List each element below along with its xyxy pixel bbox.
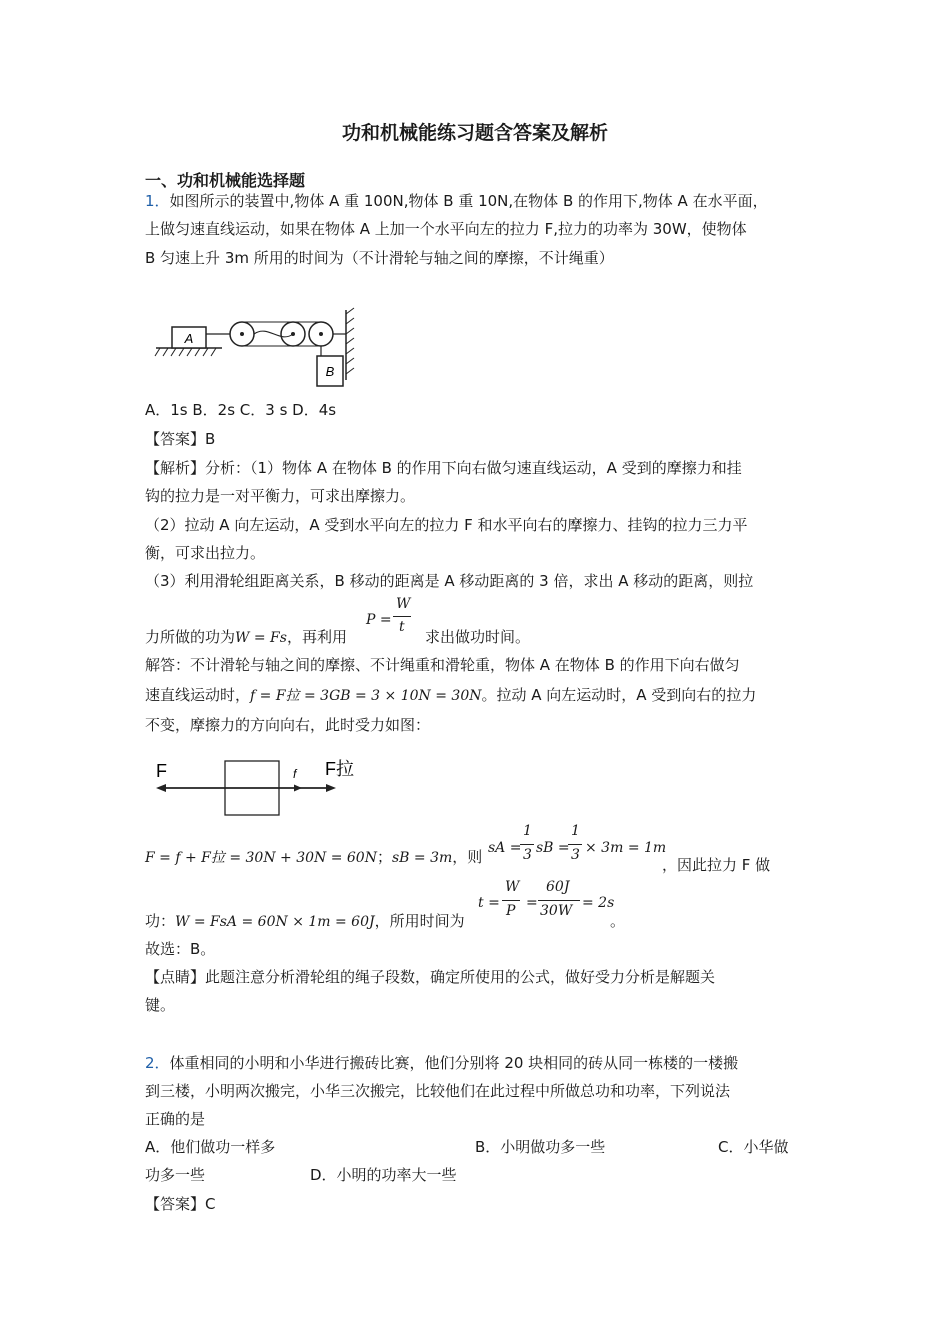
q2-line-2: 到三楼，小明两次搬完，小华三次搬完，比较他们在此过程中所做总功和功率，下列说法 <box>145 1082 731 1100</box>
time-frac2-num: 60J <box>546 879 570 895</box>
friction-formula: f = F拉 = 3GB = 3 × 10N = 30N <box>250 688 482 704</box>
q1-options: A．1s B．2s C．3 s D．4s <box>145 401 337 419</box>
q2-option-c-cont: 功多一些 <box>145 1166 206 1184</box>
work-value-formula: W = FsA = 60N × 1m = 60J <box>175 914 375 930</box>
work-formula: W = Fs <box>235 630 287 646</box>
distance-a-frac1-bar <box>520 844 534 845</box>
power-formula-lhs: P = <box>366 612 392 628</box>
q1-answer: 【答案】B <box>145 430 216 448</box>
arrow-left-icon <box>156 784 166 792</box>
distance-a-middle: sB = <box>536 840 570 856</box>
distance-a-frac2-den: 3 <box>571 847 580 863</box>
q1-analysis-6: 力所做的功为W = Fs，再利用 求出做功时间。 <box>145 628 530 646</box>
time-frac2-bar <box>538 900 580 901</box>
time-result: = 2s <box>582 895 615 911</box>
q1-number: 1． <box>145 192 170 210</box>
friction-label: f <box>293 767 297 781</box>
q1-analysis-4: 衡，可求出拉力。 <box>145 544 266 562</box>
time-end-mark: 。 <box>610 912 626 930</box>
q1-equation-row: F = f + F拉 = 30N + 30N = 60N；sB = 3m，则 <box>145 848 483 866</box>
q2-option-a: A．他们做功一样多 <box>145 1138 276 1156</box>
q1-line-3: B 匀速上升 3m 所用的时间为（不计滑轮与轴之间的摩擦，不计绳重） <box>145 249 614 267</box>
pulley-system-figure <box>150 300 370 395</box>
pull-force-label: F拉 <box>325 759 354 779</box>
q1-conclusion: 故选：B。 <box>145 940 216 958</box>
time-equals: = <box>526 895 538 911</box>
q2-option-b: B．小明做功多一些 <box>475 1138 606 1156</box>
power-formula-denominator: t <box>399 619 405 635</box>
block-b-label: B <box>325 364 335 379</box>
q1-analysis-2: 钩的拉力是一对平衡力，可求出摩擦力。 <box>145 487 416 505</box>
total-force-formula: F = f + F拉 = 30N + 30N = 60N <box>145 850 377 866</box>
q1-analysis-3: （2）拉动 A 向左运动，A 受到水平向左的拉力 F 和水平向右的摩擦力、挂钩的拉力三力平 <box>145 516 748 534</box>
block-a-label: A <box>184 331 194 346</box>
distance-a-lhs: sA = <box>488 840 522 856</box>
q1-solution-2: 速直线运动时，f = F拉 = 3GB = 3 × 10N = 30N。拉动 A 向左运动时，A 受到向右的拉力 <box>145 686 757 704</box>
q1-solution-1: 解答：不计滑轮与轴之间的摩擦、不计绳重和滑轮重，物体 A 在物体 B 的作用下向右做匀 <box>145 656 740 674</box>
force-f-label: F <box>156 761 167 781</box>
arrow-friction-icon <box>294 785 302 792</box>
arrow-right-icon <box>326 784 336 792</box>
distance-b-formula: sB = 3m <box>391 850 453 866</box>
distance-a-frac1-num: 1 <box>523 823 532 839</box>
power-formula-numerator: W <box>396 596 411 612</box>
q1-line-1: 1．如图所示的装置中,物体 A 重 100N,物体 B 重 10N,在物体 B 的作用下,物体 A 在水平面， <box>145 192 768 210</box>
q1-solution-3: 不变，摩擦力的方向向右，此时受力如图： <box>145 716 431 734</box>
q2-answer: 【答案】C <box>145 1195 216 1213</box>
time-formula-lhs: t = <box>478 895 500 911</box>
section-heading: 一、功和机械能选择题 <box>145 171 306 190</box>
distance-a-frac1-den: 3 <box>523 847 532 863</box>
q1-equation-tail: ，因此拉力 F 做 <box>662 856 771 874</box>
power-formula-fraction-bar <box>393 616 411 617</box>
q1-tip-1: 【点睛】此题注意分析滑轮组的绳子段数，确定所使用的公式，做好受力分析是解题关 <box>145 968 716 986</box>
q1-tip-2: 键。 <box>145 996 176 1014</box>
time-frac1-num: W <box>505 879 520 895</box>
force-diagram <box>150 755 360 820</box>
q2-line-1: 2．体重相同的小明和小华进行搬砖比赛，他们分别将 20 块相同的砖从同一栋楼的一楼搬 <box>145 1054 739 1072</box>
q1-line-2: 上做匀速直线运动，如果在物体 A 上加一个水平向左的拉力 F,拉力的功率为 30W，使物体 <box>145 220 747 238</box>
q2-number: 2． <box>145 1054 170 1072</box>
time-frac1-bar <box>502 900 520 901</box>
distance-a-result: × 3m = 1m <box>585 840 667 856</box>
time-frac1-den: P <box>506 903 516 919</box>
q1-analysis-1: 【解析】分析：（1）物体 A 在物体 B 的作用下向右做匀速直线运动，A 受到的摩擦力和挂 <box>145 459 742 477</box>
distance-a-frac2-bar <box>568 844 582 845</box>
q1-work-row: 功：W = FsA = 60N × 1m = 60J，所用时间为 <box>145 912 465 930</box>
page-title: 功和机械能练习题含答案及解析 <box>341 122 608 144</box>
q1-analysis-5: （3）利用滑轮组距离关系，B 移动的距离是 A 移动距离的 3 倍，求出 A 移动的距离，则拉 <box>145 572 754 590</box>
distance-a-frac2-num: 1 <box>571 823 580 839</box>
q2-option-c: C．小华做 <box>718 1138 789 1156</box>
q2-option-d: D．小明的功率大一些 <box>310 1166 457 1184</box>
q2-line-3: 正确的是 <box>145 1110 206 1128</box>
time-frac2-den: 30W <box>540 903 573 919</box>
